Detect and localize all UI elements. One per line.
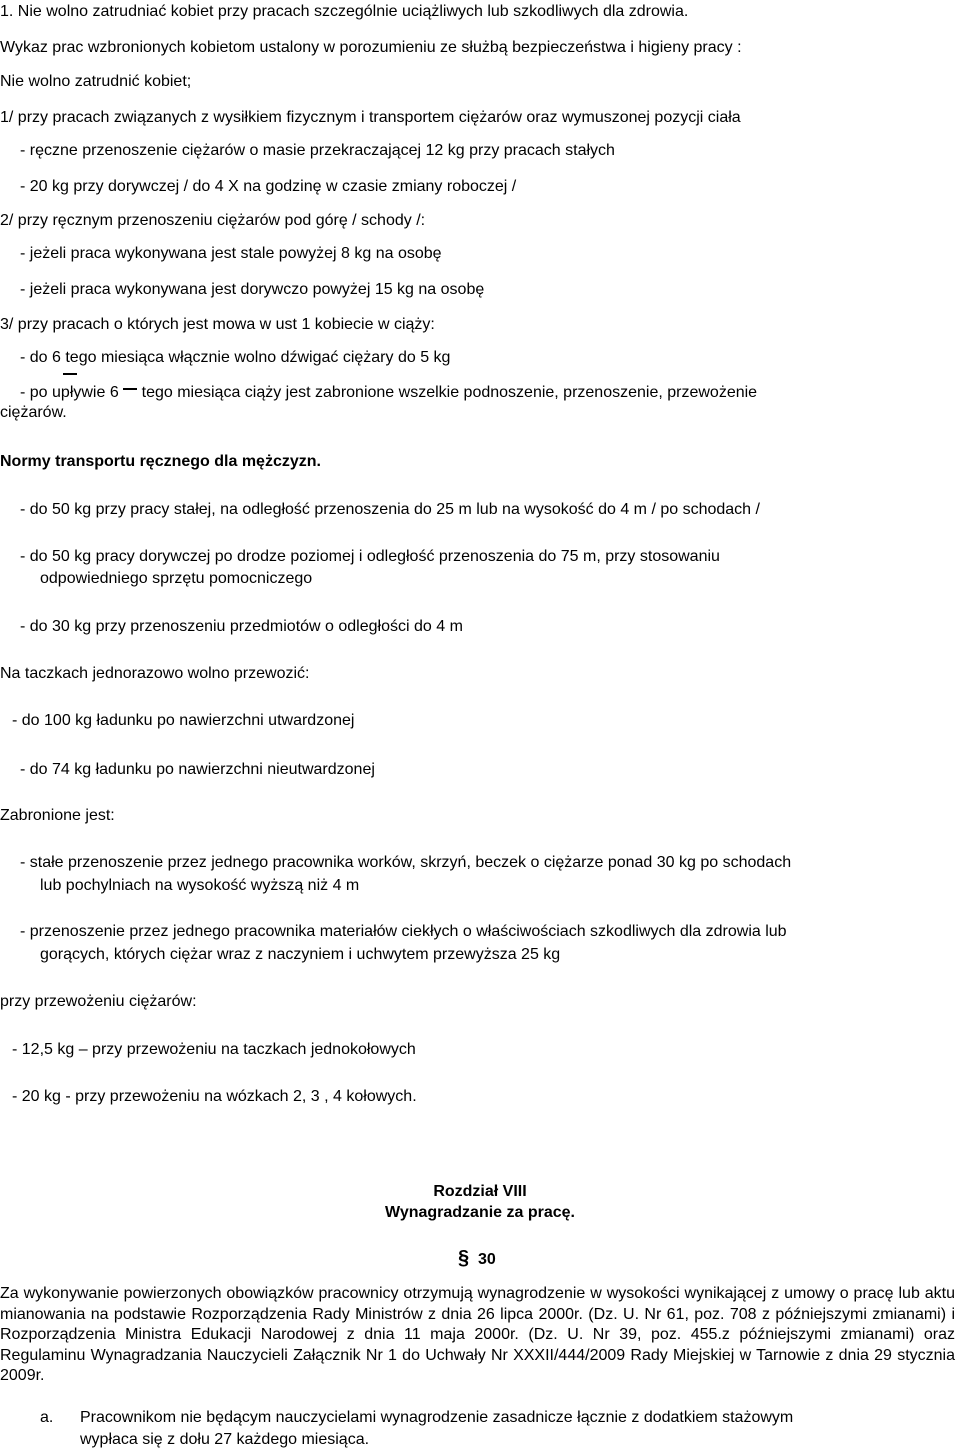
text-line-forbidden-2: - przenoszenie przez jednego pracownika materiałów ciekłych o właściwościach szkodliwych dla zdrowia lub	[20, 923, 787, 940]
chapter-number: Rozdział VIII	[433, 1183, 527, 1200]
text-line-list-intro: Wykaz prac wzbronionych kobietom ustalony w porozumieniu ze służbą bezpieczeństwa i higieny pracy :	[0, 39, 742, 56]
paragraph-sign: §	[458, 1247, 470, 1269]
text-line-men-2: - do 50 kg pracy dorywczej po drodze poziomej i odległość przenoszenia do 75 m, przy stosowaniu	[20, 548, 720, 565]
text-line-point-2-b: - jeżeli praca wykonywana jest dorywczo powyżej 15 kg na osobę	[20, 281, 485, 298]
text-line-transport-2: - 20 kg - przy przewożeniu na wózkach 2, 3 , 4 kołowych.	[12, 1088, 417, 1105]
text-fragment: tego miesiąca włącznie wolno dźwigać ciężary do 5 kg	[65, 349, 451, 366]
text-line-point-3: 3/ przy pracach o których jest mowa w ust 1 kobiecie w ciąży:	[0, 316, 435, 333]
text-fragment: - po upływie 6	[20, 384, 124, 401]
paragraph-30-text: Za wykonywanie powierzonych obowiązków pracownicy otrzymują wynagrodzenie w wysokości wynikającej z umowy o pracę lub aktu mianowania na podstawie Rozporządzenia Rady Ministrów z dnia 26 lipca 2000r. (Dz. U. Nr 61, poz. 708 z późniejszymi zmianami) i Rozporządzenia Ministra Edukacji Narodowej z dnia 11 maja 2000r. (Dz. U. Nr 39, poz. 455.z późniejszymi zmianami) oraz Regulaminu Wynagradzania Nauczycieli Załącznik Nr 1 do Uchwały Nr XXXII/444/2009 Rady Miejskiej w Tarnowie z dnia 29 stycznia 2009r.	[0, 1285, 955, 1384]
text-line-point-1-a: - ręczne przenoszenie ciężarów o masie przekraczającej 12 kg przy pracach stałych	[20, 142, 615, 159]
list-item-letter: a.	[40, 1409, 54, 1426]
text-line-point-3-b-cont: ciężarów.	[0, 404, 67, 421]
text-line-point-3-a	[20, 348, 450, 368]
text-line-point-3-b	[20, 383, 757, 403]
text-line-prohibition: Nie wolno zatrudnić kobiet;	[0, 73, 192, 90]
text-line-forbidden: Zabronione jest:	[0, 807, 115, 824]
text-line-point-2: 2/ przy ręcznym przenoszeniu ciężarów pod górę / schody /:	[0, 212, 426, 229]
text-line-wheelbarrow: Na taczkach jednorazowo wolno przewozić:	[0, 665, 310, 682]
text-line-intro: 1. Nie wolno zatrudniać kobiet przy pracach szczególnie uciążliwych lub szkodliwych dla zdrowia.	[0, 3, 689, 20]
text-fragment: tego miesiąca ciąży jest zabronione wszelkie podnoszenie, przenoszenie, przewożenie	[137, 384, 758, 401]
chapter-title: Wynagradzanie za pracę.	[385, 1204, 575, 1221]
text-line-point-2-a: - jeżeli praca wykonywana jest stale powyżej 8 kg na osobę	[20, 245, 442, 262]
text-line-forbidden-1: - stałe przenoszenie przez jednego pracownika worków, skrzyń, beczek o ciężarze ponad 30 kg po schodach	[20, 854, 792, 871]
list-item-a-line1: Pracownikom nie będącym nauczycielami wynagrodzenie zasadnicze łącznie z dodatkiem stażowym	[80, 1409, 794, 1426]
paragraph-number: 30	[478, 1251, 496, 1268]
text-line-transport: przy przewożeniu ciężarów:	[0, 993, 197, 1010]
dash-mark	[63, 373, 77, 375]
text-line-men-3: - do 30 kg przy przenoszeniu przedmiotów o odległości do 4 m	[20, 618, 463, 635]
list-item-a-line2: wypłaca się z dołu 27 każdego miesiąca.	[80, 1431, 370, 1448]
text-line-transport-1: - 12,5 kg – przy przewożeniu na taczkach jednokołowych	[12, 1041, 416, 1058]
text-line-point-1-b: - 20 kg przy dorywczej / do 4 X na godzinę w czasie zmiany roboczej /	[20, 178, 517, 195]
text-line-point-1: 1/ przy pracach związanych z wysiłkiem fizycznym i transportem ciężarów oraz wymuszonej pozycji ciała	[0, 109, 741, 126]
text-line-men-1: - do 50 kg przy pracy stałej, na odległość przenoszenia do 25 m lub na wysokość do 4 m / po schodach /	[20, 501, 760, 518]
dash-mark	[123, 388, 137, 390]
text-line-forbidden-2-cont: gorących, których ciężar wraz z naczyniem i uchwytem przewyższa 25 kg	[40, 946, 561, 963]
text-line-forbidden-1-cont: lub pochylniach na wysokość wyższą niż 4 m	[40, 877, 360, 894]
section-heading-men: Normy transportu ręcznego dla mężczyzn.	[0, 453, 321, 470]
text-line-men-2-cont: odpowiedniego sprzętu pomocniczego	[40, 570, 313, 587]
text-line-wheelbarrow-1: - do 100 kg ładunku po nawierzchni utwardzonej	[12, 712, 355, 729]
text-fragment: - do 6	[20, 349, 66, 366]
text-line-wheelbarrow-2: - do 74 kg ładunku po nawierzchni nieutwardzonej	[20, 761, 375, 778]
